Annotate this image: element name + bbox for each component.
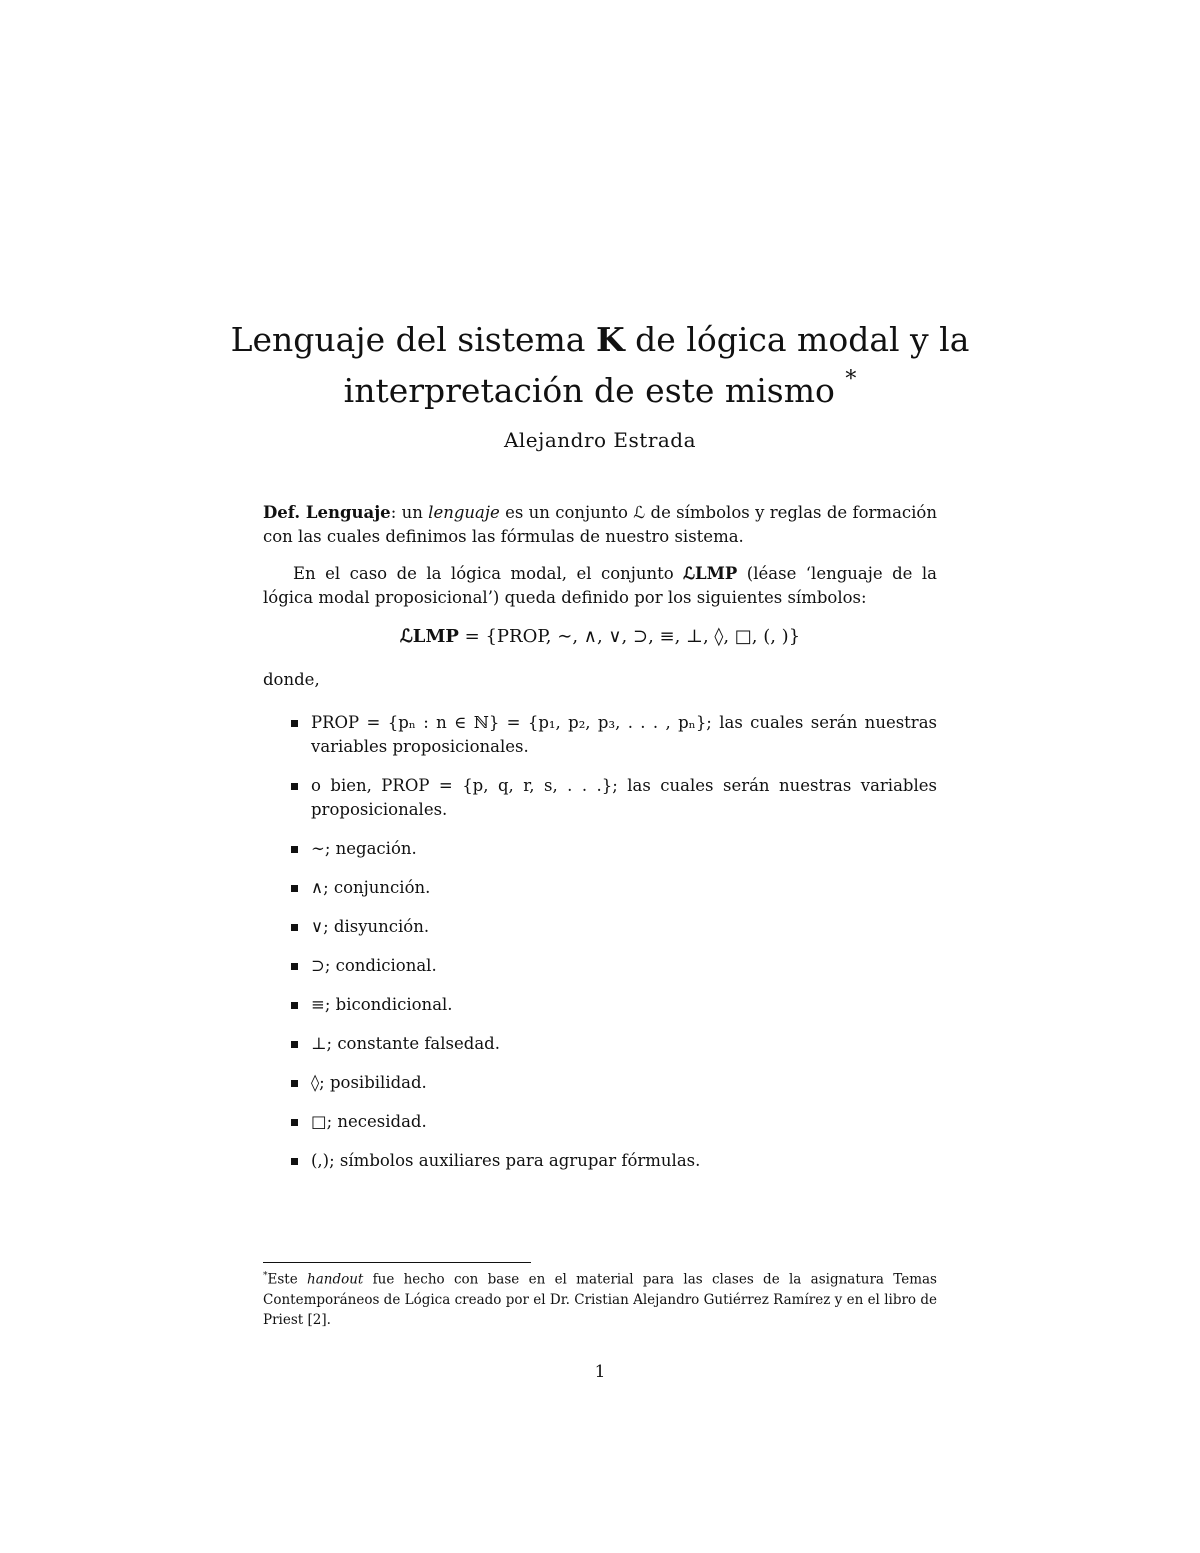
list-item xyxy=(263,774,937,822)
footnote-text: fue hecho con base en el material para las clases de la asignatura Temas Contemporáneos de Lógica creado por el Dr. Cristian Alejandro Gutiérrez Ramírez y en el libro de Priest [2]. xyxy=(263,1271,937,1328)
list-item-text: ∧; conjunción. xyxy=(311,878,431,897)
bullet-icon xyxy=(291,846,298,853)
list-item xyxy=(263,837,937,861)
list-item xyxy=(263,1149,937,1173)
donde-text: donde, xyxy=(263,670,320,689)
title-text: de lógica modal y la xyxy=(624,320,970,359)
bullet-icon xyxy=(291,1119,298,1126)
formula-rhs: = {PROP, ∼, ∧, ∨, ⊃, ≡, ⊥, ◊, □, (, )} xyxy=(458,626,801,647)
footnote-marker: * xyxy=(263,1271,268,1281)
footnote-text: Este xyxy=(267,1271,307,1288)
definition-text: es un conjunto ℒ de símbolos y reglas de formación con las cuales definimos las fórmulas de nuestro sistema. xyxy=(263,503,937,546)
bullet-icon xyxy=(291,720,298,727)
symbol-list xyxy=(263,711,937,1188)
title-text: Lenguaje del sistema xyxy=(230,320,596,359)
bullet-icon xyxy=(291,783,298,790)
list-item xyxy=(263,915,937,939)
list-item xyxy=(263,711,937,759)
definition-paragraph xyxy=(263,501,937,549)
list-item xyxy=(263,876,937,900)
list-item-text: PROP = {pₙ : n ∈ ℕ} = {p₁, p₂, p₃, . . . , pₙ}; las cuales serán nuestras variables proposicionales. xyxy=(311,713,937,756)
list-item-text: ∨; disyunción. xyxy=(311,917,430,936)
footnote-marker: * xyxy=(845,367,857,392)
list-item-text: (,); símbolos auxiliares para agrupar fórmulas. xyxy=(311,1151,701,1170)
list-item xyxy=(263,1071,937,1095)
language-symbol: ℒLMP xyxy=(683,564,738,583)
footnote xyxy=(263,1266,937,1330)
bullet-icon xyxy=(291,963,298,970)
bullet-icon xyxy=(291,885,298,892)
definition-term: lenguaje xyxy=(428,503,500,522)
list-item-text: o bien, PROP = {p, q, r, s, . . .}; las cuales serán nuestras variables proposicionales. xyxy=(311,776,937,819)
bullet-icon xyxy=(291,1002,298,1009)
title-bold-k: K xyxy=(595,320,625,359)
list-item xyxy=(263,993,937,1017)
display-formula xyxy=(263,626,937,647)
list-item-text: □; necesidad. xyxy=(311,1112,427,1131)
list-item xyxy=(263,954,937,978)
footnote-rule xyxy=(263,1262,531,1263)
page-number: 1 xyxy=(594,1362,606,1382)
case-paragraph xyxy=(263,562,937,610)
bullet-icon xyxy=(291,1080,298,1087)
footnote-term: handout xyxy=(307,1271,364,1288)
author: Alejandro Estrada xyxy=(503,428,697,452)
list-item-text: ◊; posibilidad. xyxy=(311,1073,427,1092)
formula-lhs: ℒLMP xyxy=(399,626,459,647)
paper-title xyxy=(200,318,1000,413)
list-item-text: ⊥; constante falsedad. xyxy=(311,1034,500,1053)
case-text: En el caso de la lógica modal, el conjunto xyxy=(293,564,684,583)
list-item-text: ≡; bicondicional. xyxy=(311,995,453,1014)
bullet-icon xyxy=(291,924,298,931)
list-item xyxy=(263,1032,937,1056)
list-item-text: ⊃; condicional. xyxy=(311,956,437,975)
bullet-icon xyxy=(291,1158,298,1165)
list-item xyxy=(263,1110,937,1134)
case-text: (léase ‘lenguaje de la lógica modal proposicional’) queda definido por los siguientes símbolos: xyxy=(263,564,937,607)
definition-label: Def. Lenguaje xyxy=(263,503,391,522)
title-text-line2: interpretación de este mismo xyxy=(343,371,846,410)
list-item-text: ∼; negación. xyxy=(311,839,417,858)
bullet-icon xyxy=(291,1041,298,1048)
definition-text: : un xyxy=(390,503,429,522)
